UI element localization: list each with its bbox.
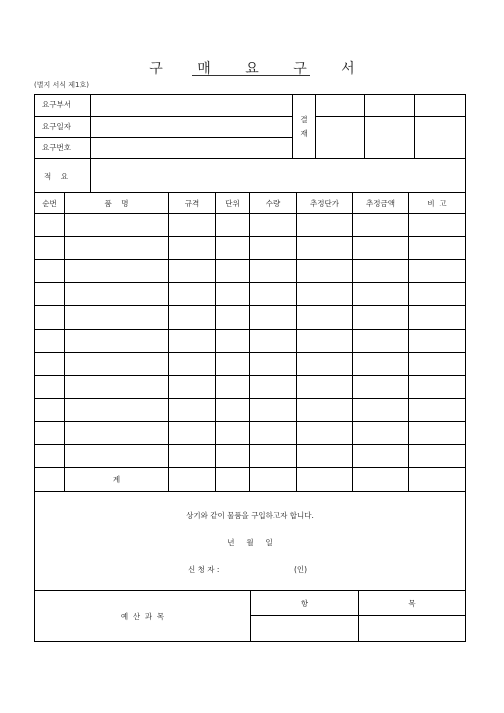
applicant-label: 신 청 자 : [188,565,220,574]
items-row-line-10 [34,444,466,445]
budget-item-label: 예 산 과 목 [120,612,165,621]
page-title: 구 매 요 구 서 [149,61,370,77]
approval-inner-line [315,116,466,117]
outer-border-left [34,94,35,642]
items-col-line-1 [64,192,65,491]
items-col-line-4 [249,192,250,491]
header-label-divider [90,94,91,192]
col-header-est-unit-price: 추정단가 [310,199,339,208]
request-statement: 상기와 같이 물품을 구입하고자 합니다. [186,511,314,520]
items-row-line-3 [34,282,466,283]
items-row-line-2 [34,259,466,260]
form-number-note: (별지 서식 제1호) [34,81,89,89]
items-header-bottom [34,213,466,214]
seal-label: (인) [294,565,308,574]
items-row-line-11 [34,467,466,468]
approval-divider-1 [364,94,365,158]
approval-label-line [315,94,316,158]
items-row-line-7 [34,375,466,376]
col-header-unit: 단위 [225,199,240,208]
col-header-item-name: 품 명 [104,199,129,208]
col-header-seq: 순번 [42,199,57,208]
approval-divider-2 [414,94,415,158]
summary-bottom-line [34,192,466,193]
col-header-spec: 규격 [184,199,200,208]
items-row-line-6 [34,352,466,353]
header-row-line-2 [34,137,292,138]
col-header-remarks: 비 고 [427,199,447,208]
items-row-line-5 [34,329,466,330]
summary-label: 적 요 [44,172,69,181]
field-label-department: 요구부서 [42,100,71,109]
field-label-date: 요구일자 [42,122,71,131]
total-row-bottom [34,491,466,492]
items-col-line-2 [168,192,169,491]
outer-border-top [34,94,466,95]
date-line: 년 월 일 [227,538,273,547]
budget-col-article: 항 [300,599,309,608]
approval-label-char-2: 재 [300,129,308,138]
approval-label-char-1: 결 [300,115,308,124]
col-header-quantity: 수량 [265,199,281,208]
approval-left-line [292,94,293,158]
items-col-line-7 [408,192,409,491]
items-row-line-9 [34,421,466,422]
field-label-number: 요구번호 [42,143,71,152]
items-col-line-6 [352,192,353,491]
header-row-line-1 [34,116,292,117]
items-row-line-1 [34,236,466,237]
col-header-est-amount: 추정금액 [366,199,395,208]
budget-col-item: 목 [408,599,416,608]
header-bottom-line [34,158,466,159]
items-row-line-8 [34,398,466,399]
outer-border-bottom [34,641,466,642]
outer-border-right [465,94,466,642]
items-row-line-4 [34,305,466,306]
items-col-line-3 [215,192,216,491]
items-col-line-5 [296,192,297,491]
total-label: 계 [112,475,121,484]
